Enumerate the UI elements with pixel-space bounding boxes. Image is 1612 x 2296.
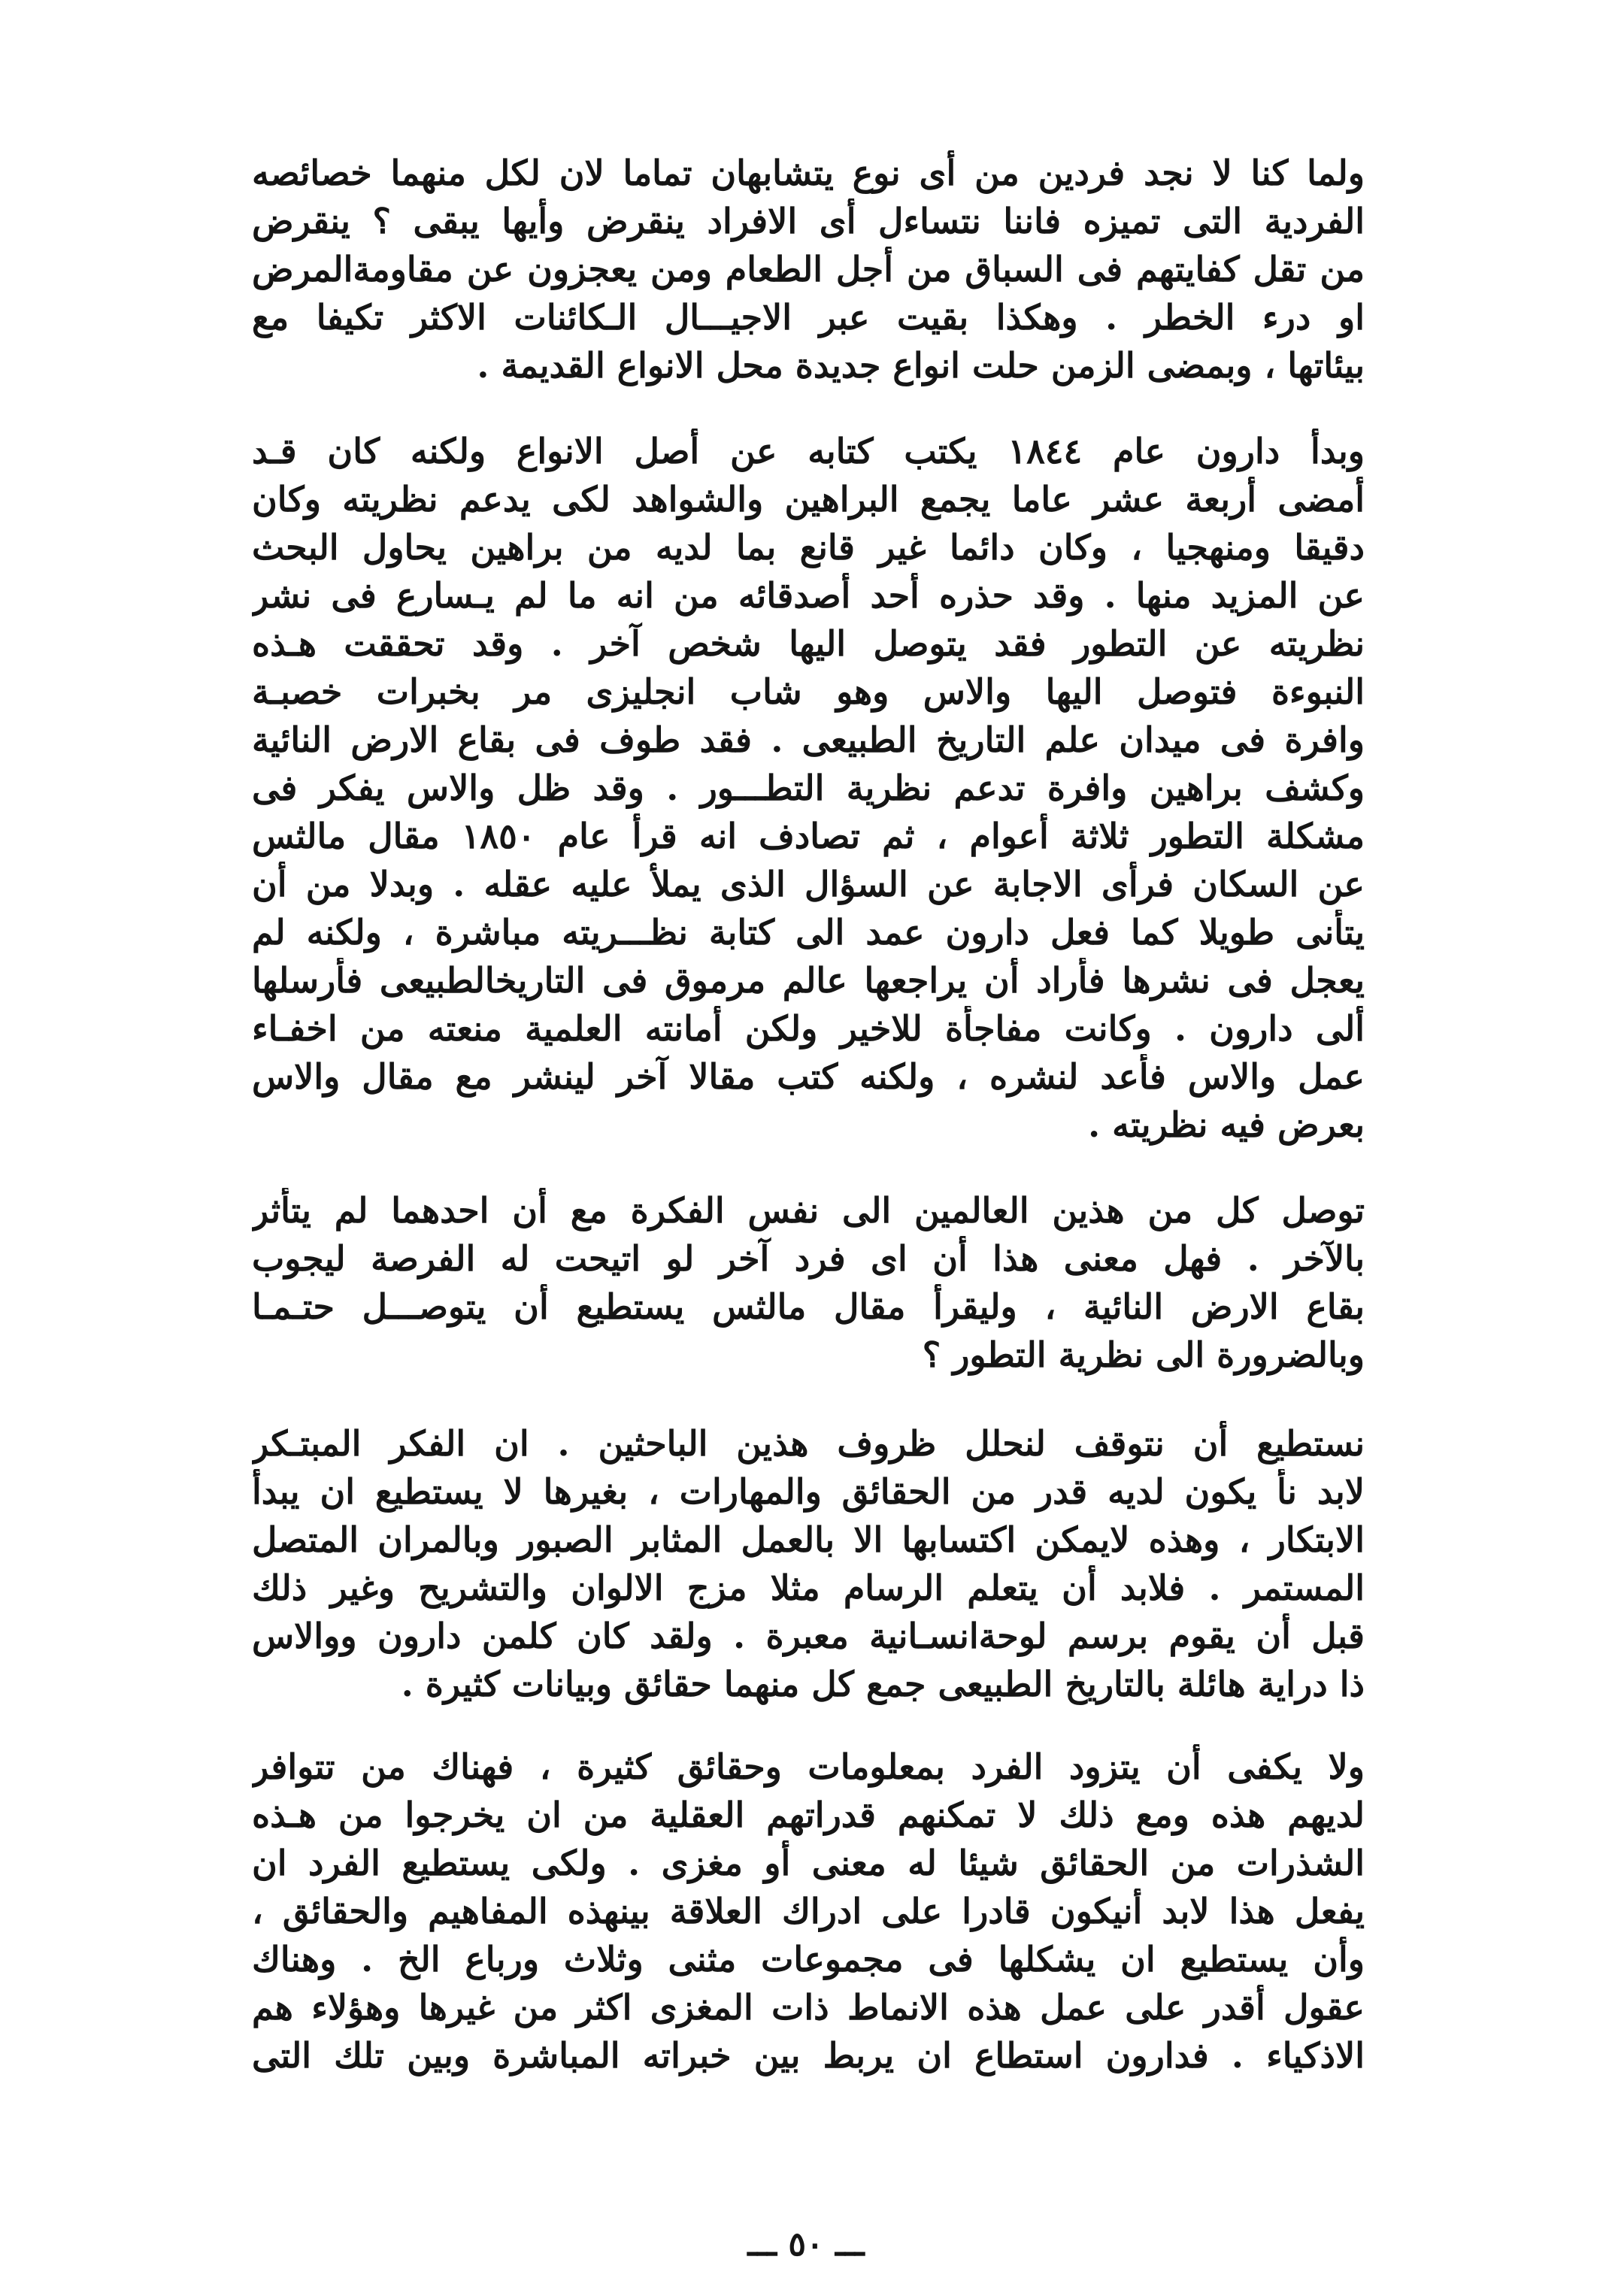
paragraph-line: الاذكياء . فدارون استطاع ان يربط بين خبراته المباشرة وبين تلك التى — [252, 2035, 1365, 2076]
paragraph-line: يفعل هذا لابد أنيكون قادرا على ادراك العلاقة بينهذه المفاهيم والحقائق ، — [252, 1891, 1365, 1931]
paragraph-line: يعجل فى نشرها فأراد أن يراجعها عالم مرموق فى التاريخالطبيعى فأرسلها — [252, 960, 1365, 1001]
paragraph-line: عمل والاس فأعد لنشره ، ولكنه كتب مقالا آخر لينشر مع مقال والاس — [252, 1056, 1365, 1097]
paragraph-line: ولما كنا لا نجد فردين من أى نوع يتشابهان تماما لان لكل منهما خصائصه — [252, 153, 1365, 193]
paragraph-line: وبدأ دارون عام ١٨٤٤ يكتب كتابه عن أصل الانواع ولكنه كان قـد — [252, 431, 1365, 471]
paragraph-line: الفردية التى تميزه فاننا نتساءل أى الافراد ينقرض وأيها يبقى ؟ ينقرض — [252, 201, 1365, 241]
paragraph-line: ولا يكفى أن يتزود الفرد بمعلومات وحقائق كثيرة ، فهناك من تتوافر — [252, 1746, 1365, 1787]
paragraph-line: وأن يستطيع ان يشكلها فى مجموعات مثنى وثلاث ورباع الخ . وهناك — [252, 1939, 1365, 1979]
paragraph-line: مشكلة التطور ثلاثة أعوام ، ثم تصادف انه قرأ عام ١٨٥٠ مقال مالثس — [252, 816, 1365, 856]
paragraph-line: عن المزيد منها . وقد حذره أحد أصدقائه من انه ما لم يـسارع فى نشر — [252, 575, 1365, 616]
paragraph-line: بالآخر . فهل معنى هذا أن اى فرد آخر لو اتيحت له الفرصة ليجوب — [252, 1238, 1365, 1279]
paragraph-line: أمضى أربعة عشر عاما يجمع البراهين والشواهد لكى يدعم نظريته وكان — [252, 479, 1365, 519]
paragraph-line: او درء الخطر . وهكذا بقيت عبر الاجيـــال الـكائنات الاكثر تكيفا مع — [252, 297, 1365, 338]
paragraph-line: وبالضرورة الى نظرية التطور ؟ — [922, 1334, 1365, 1375]
paragraph-line: المستمر . فلابد أن يتعلم الرسام مثلا مزج الالوان والتشريح وغير ذلك — [252, 1568, 1365, 1608]
paragraph-line: توصل كل من هذين العالمين الى نفس الفكرة مع أن احدهما لم يتأثر — [252, 1190, 1365, 1231]
paragraph-line: عن السكان فرأى الاجابة عن السؤال الذى يملأ عليه عقله . وبدلا من أن — [252, 864, 1365, 904]
paragraph-line: النبوءة فتوصل اليها والاس وهو شاب انجليزى مر بخبرات خصبـة — [252, 671, 1365, 712]
paragraph-line: نظريته عن التطور فقد يتوصل اليها شخص آخر . وقد تحققت هـذه — [252, 623, 1365, 664]
paragraph-line: بقاع الارض النائية ، وليقرأ مقال مالثس يستطيع أن يتوصـــل حتـمـا — [252, 1286, 1365, 1327]
paragraph-line: ذا دراية هائلة بالتاريخ الطبيعى جمع كل منهما حقائق وبيانات كثيرة . — [401, 1664, 1365, 1704]
paragraph-line: بيئاتها ، وبمضى الزمن حلت انواع جديدة محل الانواع القديمة . — [477, 345, 1365, 386]
paragraph-line: يتأنى طويلا كما فعل دارون عمد الى كتابة نظـــريته مباشرة ، ولكنه لم — [252, 912, 1365, 953]
paragraph-line: قبل أن يقوم برسم لوحةانسـانية معبرة . ولقد كان كلمن دارون ووالاس — [252, 1616, 1365, 1656]
page-number: ـــ ٥٠ ـــ — [747, 2225, 865, 2264]
paragraph-line: لديهم هذه ومع ذلك لا تمكنهم قدراتهم العقلية من ان يخرجوا من هـذه — [252, 1795, 1365, 1835]
paragraph-line: الشذرات من الحقائق شيئا له معنى أو مغزى . ولكى يستطيع الفرد ان — [252, 1843, 1365, 1883]
paragraph-line: من تقل كفايتهم فى السباق من أجل الطعام ومن يعجزون عن مقاومةالمرض — [252, 249, 1365, 289]
paragraph-line: وكشف براهين وافرة تدعم نظرية التطـــور . وقد ظل والاس يفكر فى — [252, 768, 1365, 808]
paragraph-line: الابتكار ، وهذه لايمكن اكتسابها الا بالعمل المثابر الصبور وبالمران المتصل — [252, 1519, 1365, 1560]
paragraph-line: لابد نأ يكون لديه قدر من الحقائق والمهارات ، بغيرها لا يستطيع ان يبدأ — [252, 1471, 1365, 1512]
paragraph-line: نستطيع أن نتوقف لنحلل ظروف هذين الباحثين . ان الفكر المبتـكر — [252, 1423, 1365, 1464]
paragraph-line: بعرض فيه نظريته . — [1088, 1104, 1365, 1145]
paragraph-line: وافرة فى ميدان علم التاريخ الطبيعى . فقد طوف فى بقاع الارض النائية — [252, 719, 1365, 760]
paragraph-line: عقول أقدر على عمل هذه الانماط ذات المغزى اكثر من غيرها وهؤلاء هم — [252, 1987, 1365, 2028]
paragraph-line: ألى دارون . وكانت مفاجأة للاخير ولكن أمانته العلمية منعته من اخفـاء — [252, 1008, 1365, 1049]
paragraph-line: دقيقا ومنهجيا ، وكان دائما غير قانع بما لديه من براهين يحاول البحث — [252, 527, 1365, 568]
